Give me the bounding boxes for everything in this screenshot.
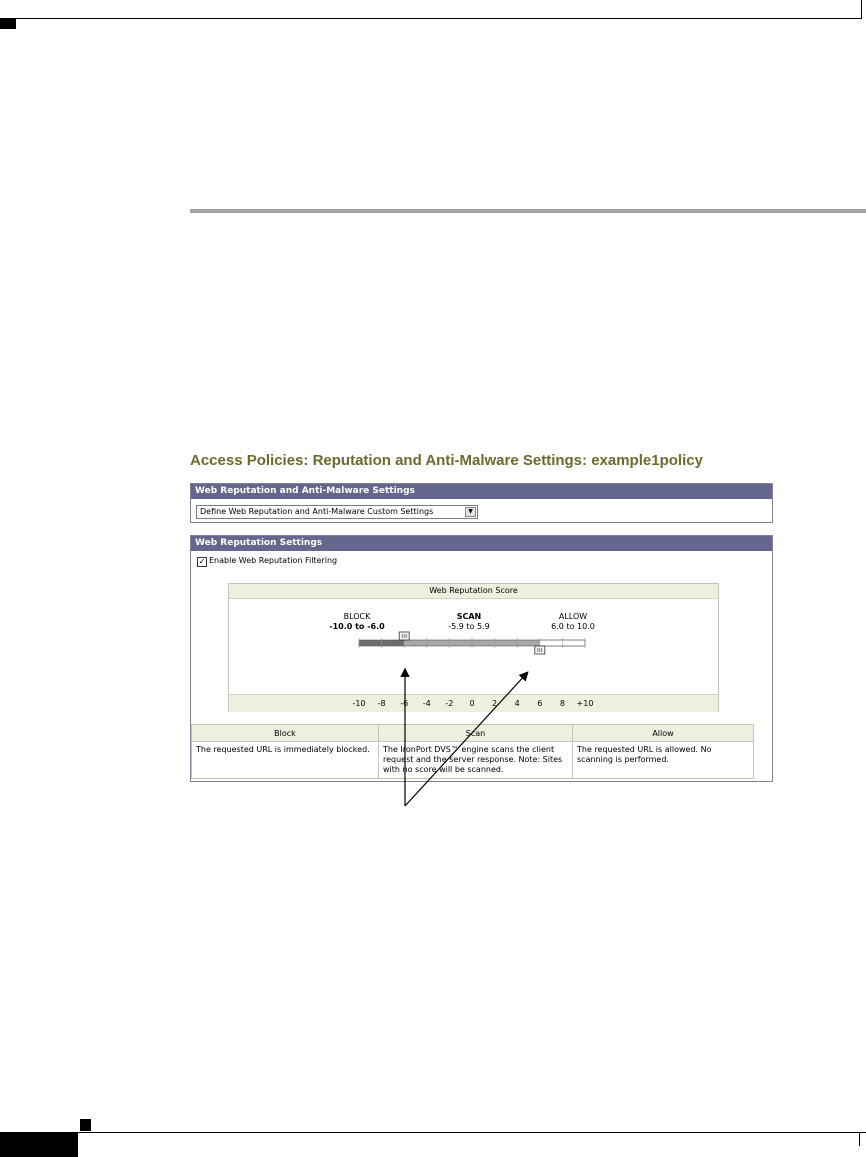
range-block-name: BLOCK xyxy=(343,612,371,621)
reputation-panel-header: Web Reputation Settings xyxy=(191,536,772,551)
tick-label: 6 xyxy=(537,699,543,708)
tick-label: -10 xyxy=(352,699,366,708)
bottom-page-tab xyxy=(0,1133,78,1157)
tick-label: +10 xyxy=(576,699,594,708)
range-block-values: -10.0 to -6.0 xyxy=(329,622,385,631)
range-scan-values: -5.9 to 5.9 xyxy=(448,622,490,631)
tick-label: 4 xyxy=(514,699,520,708)
bottom-rule xyxy=(0,1132,866,1133)
tick-label: 0 xyxy=(469,699,475,708)
bottom-marker xyxy=(80,1119,91,1131)
scan-description: The IronPort DVS™ engine scans the client request and the server response. Note: Sites with no score will be scanned. xyxy=(379,742,573,779)
tick-label: -8 xyxy=(377,699,386,708)
bottom-tick xyxy=(859,1133,860,1146)
callout-arrow-allow-threshold xyxy=(405,673,527,806)
header-block: Block xyxy=(192,725,379,742)
range-allow-name: ALLOW xyxy=(558,612,588,621)
tick-label: -6 xyxy=(400,699,409,708)
page-title: Access Policies: Reputation and Anti-Malware Settings: example1policy xyxy=(190,452,703,469)
chevron-down-icon[interactable]: ▼ xyxy=(465,507,476,517)
range-allow-values: 6.0 to 10.0 xyxy=(551,622,595,631)
custom-settings-select-value: Define Web Reputation and Anti-Malware Custom Settings xyxy=(200,507,434,516)
block-description: The requested URL is immediately blocked. xyxy=(192,742,379,779)
tick-label: 8 xyxy=(559,699,565,708)
header-scan: Scan xyxy=(379,725,573,742)
tick-label: -2 xyxy=(445,699,454,708)
score-box-title: Web Reputation Score xyxy=(229,584,718,599)
tick-label: -4 xyxy=(422,699,431,708)
enable-reputation-label: Enable Web Reputation Filtering xyxy=(209,556,338,565)
header-allow: Allow xyxy=(573,725,754,742)
allow-description: The requested URL is allowed. No scanning is performed. xyxy=(573,742,754,779)
tick-label: 2 xyxy=(492,699,498,708)
range-scan-name: SCAN xyxy=(456,612,482,621)
settings-panel-header: Web Reputation and Anti-Malware Settings xyxy=(191,484,772,499)
enable-reputation-checkbox[interactable]: ✓ xyxy=(198,557,206,566)
